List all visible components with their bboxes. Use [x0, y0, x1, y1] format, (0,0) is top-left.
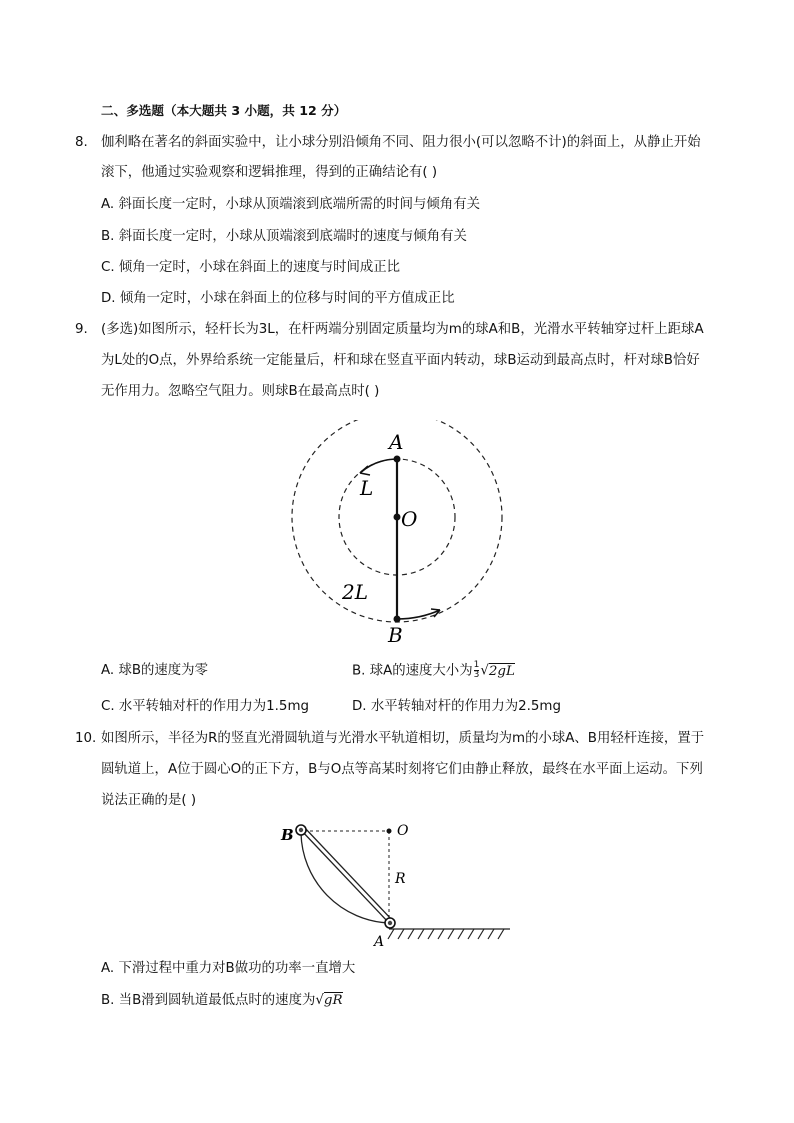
question-8-text-line2: 滚下，他通过实验观察和逻辑推理，得到的正确结论有( ): [101, 165, 438, 180]
question-8-option-a: A. 斜面长度一定时，小球从顶端滚到底端所需的时间与倾角有关: [101, 197, 480, 212]
label-2l: 2L: [342, 580, 369, 604]
sqrt-icon: √: [480, 663, 489, 679]
fraction-numerator: 1: [473, 660, 480, 670]
label-b: B: [281, 826, 294, 844]
ground-hatch: [388, 929, 504, 939]
question-9-number: 9.: [75, 322, 88, 337]
fraction-denominator: 3: [473, 670, 480, 680]
label-r: R: [395, 871, 406, 887]
question-9-option-a: A. 球B的速度为零: [101, 663, 208, 678]
question-10-option-b: [101, 991, 343, 1011]
label-a: A: [374, 934, 385, 950]
sqrt-icon: √: [315, 993, 324, 1008]
arrow-arc-a: [360, 459, 397, 473]
center-o-dot: [387, 829, 392, 834]
label-b: B: [388, 623, 403, 647]
option-b-prefix: B. 当B滑到圆轨道最低点时的速度为: [101, 993, 316, 1008]
question-10-option-a: A. 下滑过程中重力对B做功的功率一直增大: [101, 961, 356, 976]
section-title: 二、多选题（本大题共 3 小题，共 12 分）: [101, 103, 347, 118]
option-b-prefix: B. 球A的速度大小为: [352, 663, 473, 679]
question-10-figure: [270, 815, 520, 955]
arrow-arc-b: [397, 610, 440, 619]
question-8-text-line1: 伽利略在著名的斜面实验中，让小球分别沿倾角不同、阻力很小(可以忽略不计)的斜面上，从静止开始: [101, 135, 701, 150]
question-9-text-line3: 无作用力。忽略空气阻力。则球B在最高点时( ): [101, 384, 380, 399]
sqrt-radicand: 2gL: [488, 663, 515, 679]
sqrt-radicand: gR: [323, 993, 343, 1008]
label-o: O: [401, 507, 418, 531]
question-9-text-line2: 为L处的O点，外界给系统一定能量后，杆和球在竖直平面内转动，球B运动到最高点时，杆对球B恰好: [101, 353, 700, 368]
question-10-text-line3: 说法正确的是( ): [101, 793, 197, 808]
question-10-number: 10.: [75, 731, 97, 746]
fraction: [474, 661, 480, 680]
question-9-option-b: [352, 661, 515, 682]
question-9-text-line1: (多选)如图所示，轻杆长为3L，在杆两端分别固定质量均为m的球A和B，光滑水平转轴穿过杆上距球A: [101, 322, 704, 337]
question-8-option-b: B. 斜面长度一定时，小球从顶端滚到底端时的速度与倾角有关: [101, 229, 467, 244]
question-9-option-c: C. 水平转轴对杆的作用力为1.5mg: [101, 699, 309, 714]
label-o: O: [397, 823, 409, 839]
question-10-text-line1: 如图所示，半径为R的竖直光滑圆轨道与光滑水平轨道相切，质量均为m的小球A、B用轻杆连接，置于: [101, 731, 705, 746]
label-a: A: [389, 430, 404, 454]
question-8-option-c: C. 倾角一定时，小球在斜面上的速度与时间成正比: [101, 260, 401, 275]
ball-b-core: [299, 828, 303, 832]
question-10-text-line2: 圆轨道上，A位于圆心O的正下方，B与O点等高某时刻将它们由静止释放，最终在水平面上运动。下列: [101, 762, 703, 777]
label-l: L: [360, 476, 374, 500]
ball-a-core: [388, 921, 392, 925]
question-8-option-d: D. 倾角一定时，小球在斜面上的位移与时间的平方值成正比: [101, 291, 455, 306]
question-9-figure: [280, 420, 520, 650]
rod-line-2: [304, 827, 393, 921]
question-8-number: 8.: [75, 135, 88, 150]
pivot-o-dot: [394, 514, 401, 521]
question-9-option-d: D. 水平转轴对杆的作用力为2.5mg: [352, 699, 561, 714]
